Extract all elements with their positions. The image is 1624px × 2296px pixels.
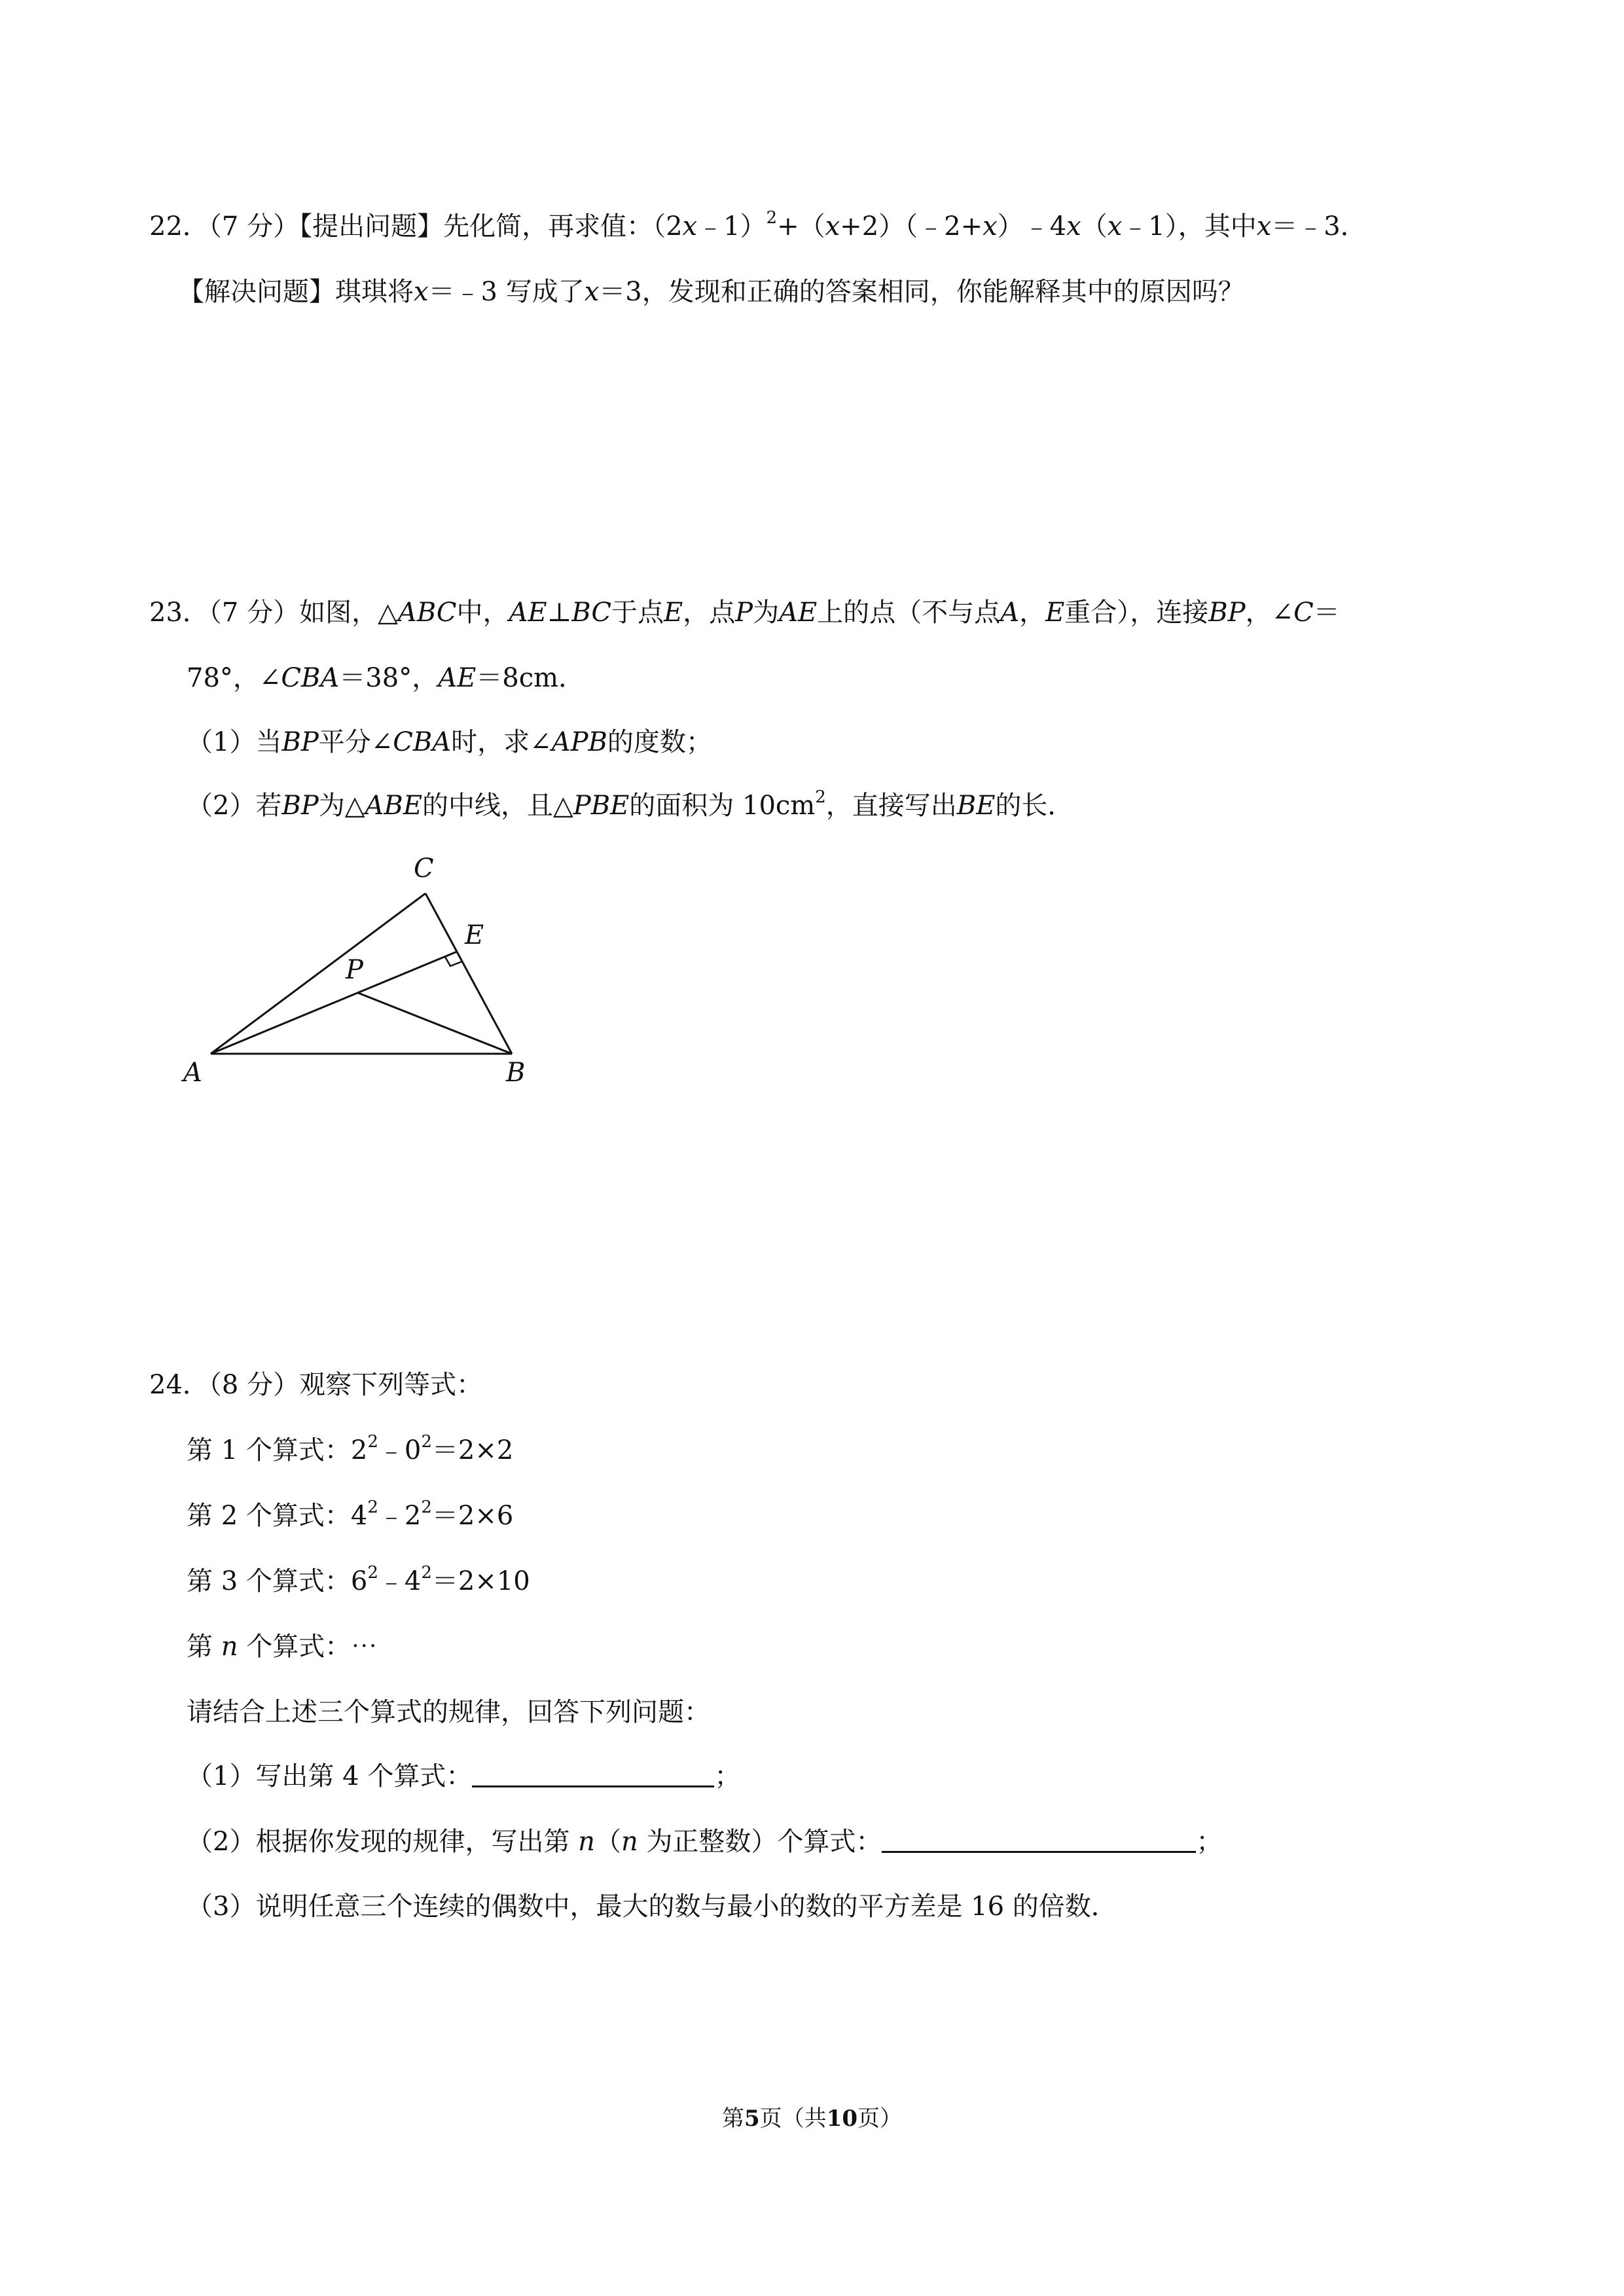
eq-base: ﹣2: [378, 1501, 422, 1531]
q23-text: 为△: [318, 791, 365, 821]
eq-exponent: 2: [421, 1498, 432, 1517]
q22-expr: ﹣1）: [697, 211, 767, 242]
q23-cba: CBA: [393, 727, 452, 757]
eq-exponent: 2: [367, 1563, 378, 1583]
q23-text: 于点: [611, 598, 664, 628]
q22-lead: 先化简，再求值：: [443, 211, 653, 242]
q24-line1: [149, 1368, 482, 1402]
label-a: A: [183, 1058, 202, 1086]
q23-e: E: [1045, 598, 1065, 628]
q23-text: ，点: [683, 598, 736, 628]
q23-apb: APB: [551, 727, 607, 757]
eq-base: 6: [350, 1566, 368, 1596]
q22-var-x: x: [682, 211, 698, 242]
q24-prompt-text: 请结合上述三个算式的规律，回答下列问题：: [187, 1697, 710, 1727]
q23-c: C: [1293, 598, 1314, 628]
q24-prompt: [187, 1695, 710, 1729]
label-e: E: [465, 920, 484, 950]
q23-text: 的度数；: [607, 727, 712, 757]
q23-text: （2）若: [187, 791, 282, 821]
q23-text: ＝: [1313, 598, 1340, 628]
q23-text: ＝8cm．: [476, 663, 585, 693]
q23-text: 的面积为 10cm: [629, 791, 816, 821]
eq-exponent: 2: [367, 1498, 378, 1517]
q23-triangle-figure: [177, 851, 583, 1086]
q22-exponent: 2: [766, 208, 778, 228]
eq-result: ＝2×10: [431, 1566, 530, 1596]
eq-base: 2: [350, 1435, 368, 1465]
q23-pbe: PBE: [573, 791, 630, 821]
var-n: n: [621, 1827, 638, 1857]
q23-bc: BC: [571, 598, 611, 628]
q23-line2: [187, 661, 585, 695]
q23-a: A: [1000, 598, 1020, 628]
q23-text: 重合），连接: [1064, 598, 1209, 628]
q23-abc: ABC: [397, 598, 457, 628]
eq-base: ﹣0: [378, 1435, 422, 1465]
q23-number: 23．: [149, 598, 209, 628]
q24-score: （8 分）: [208, 1370, 300, 1400]
q23-text: ，: [1019, 598, 1046, 628]
q24-eq2: [187, 1499, 513, 1533]
q24-part1-text: （1）写出第 4 个算式：: [187, 1761, 473, 1791]
q23-bp: BP: [1208, 598, 1246, 628]
q22-expr: +2）（﹣2+: [840, 211, 983, 242]
page-footer: [0, 2104, 1624, 2133]
q22-line1: [149, 209, 1367, 243]
q24-intro: 观察下列等式：: [299, 1370, 483, 1400]
q23-text: ，∠: [1245, 598, 1294, 628]
q22-var-x: x: [825, 211, 840, 242]
q22-text: 琪琪将: [335, 277, 414, 307]
eq-prefix: 第 3 个算式：: [187, 1566, 351, 1596]
q23-text: 时，求∠: [451, 727, 552, 757]
q23-bp: BP: [281, 727, 319, 757]
var-n: n: [578, 1827, 595, 1857]
q23-p: P: [735, 598, 753, 628]
q23-line1: [149, 596, 1340, 630]
q22-line2: [178, 275, 1244, 309]
q24-part3-text: （3）说明任意三个连续的偶数中，最大的数与最小的数的平方差是 16 的倍数．: [187, 1892, 1117, 1922]
label-b: B: [506, 1058, 526, 1086]
segment-cb: [425, 893, 512, 1054]
q22-expr: （: [1081, 211, 1108, 242]
q23-bp: BP: [281, 791, 319, 821]
q22-expr: ﹣1），其中: [1122, 211, 1257, 242]
answer-blank-2[interactable]: [882, 1825, 1196, 1853]
q23-text: 为: [753, 598, 780, 628]
q23-e: E: [663, 598, 683, 628]
q22-var-x: x: [1107, 211, 1123, 242]
eq-exponent: 2: [421, 1563, 432, 1583]
q22-tag-problem: 【提出问题】: [299, 211, 444, 242]
q23-abe: ABE: [365, 791, 423, 821]
q23-text: ，直接写出: [825, 791, 957, 821]
q23-exponent: 2: [815, 787, 826, 807]
q24-part2: [187, 1825, 1222, 1859]
q22-var-x: x: [584, 277, 600, 307]
segment-pb: [358, 993, 512, 1054]
q22-expr: （2: [653, 211, 683, 242]
q23-be: BE: [956, 791, 996, 821]
q23-ae: AE: [779, 598, 818, 628]
q23-ae: AE: [509, 598, 547, 628]
label-c: C: [414, 853, 434, 884]
q22-var-x: x: [1256, 211, 1272, 242]
q23-perp: ⊥: [547, 598, 572, 628]
eq-base: ﹣4: [378, 1566, 422, 1596]
q23-text: 中，: [456, 598, 509, 628]
q22-var-x: x: [1066, 211, 1081, 242]
eq-prefix: 个算式：⋯: [246, 1632, 378, 1662]
eq-base: 4: [350, 1501, 368, 1531]
q23-sub2: [187, 789, 1074, 823]
q23-text: 的长．: [995, 791, 1074, 821]
label-p: P: [346, 955, 363, 985]
q23-score: （7 分）: [208, 598, 300, 628]
q22-text: ＝3，发现和正确的答案相同，你能解释其中的原因吗？: [599, 277, 1244, 307]
eq-exponent: 2: [367, 1432, 378, 1452]
segment-ac: [211, 893, 425, 1054]
q23-text: （1）当: [187, 727, 282, 757]
var-n: n: [221, 1632, 238, 1662]
q22-text: ＝﹣3 写成了: [428, 277, 585, 307]
footer-text: 第: [722, 2106, 744, 2132]
q23-text: ＝38°，: [339, 663, 439, 693]
eq-result: ＝2×6: [431, 1501, 514, 1531]
q24-eq1: [187, 1433, 513, 1467]
q22-number: 22．: [149, 211, 209, 242]
q22-expr: ＝﹣3．: [1271, 211, 1367, 242]
q24-part2-text: （2）根据你发现的规律，写出第: [187, 1827, 570, 1857]
q24-part1-end: ；: [714, 1761, 741, 1791]
q22-var-x: x: [983, 211, 998, 242]
q24-eq3: [187, 1564, 530, 1598]
segment-ae: [211, 952, 457, 1054]
q24-part1: [187, 1759, 740, 1793]
q24-part2-end: ；: [1196, 1827, 1223, 1857]
q24-part2-text: 为正整数）个算式：: [646, 1827, 882, 1857]
q23-text: 平分∠: [318, 727, 393, 757]
answer-blank-1[interactable]: [472, 1759, 714, 1787]
footer-text: 页）: [857, 2106, 902, 2132]
eq-exponent: 2: [421, 1432, 432, 1452]
q22-var-x: x: [414, 277, 429, 307]
q22-expr: +（: [777, 211, 825, 242]
footer-total-pages: 10: [826, 2106, 857, 2132]
q23-sub1: [187, 725, 712, 759]
q23-text: 上的点（不与点: [817, 598, 1001, 628]
eq-prefix: 第 1 个算式：: [187, 1435, 351, 1465]
q23-text: 如图，△: [299, 598, 398, 628]
q24-number: 24．: [149, 1370, 209, 1400]
q22-score: （7 分）: [208, 211, 300, 242]
q22-expr: ）﹣4: [997, 211, 1067, 242]
footer-text: 页（共: [759, 2106, 827, 2132]
q24-part3: [187, 1890, 1117, 1924]
eq-prefix: 第: [187, 1632, 213, 1662]
q23-ae: AE: [438, 663, 477, 693]
eq-prefix: 第 2 个算式：: [187, 1501, 351, 1531]
q23-text: 的中线，且△: [422, 791, 573, 821]
q23-text: 78°，∠: [187, 663, 281, 693]
q24-eqn: [187, 1630, 377, 1664]
q23-cba: CBA: [281, 663, 340, 693]
eq-result: ＝2×2: [431, 1435, 514, 1465]
q22-tag-solve: 【解决问题】: [178, 277, 335, 307]
footer-page-number: 5: [744, 2106, 760, 2132]
q24-part2-text: （: [594, 1827, 621, 1857]
